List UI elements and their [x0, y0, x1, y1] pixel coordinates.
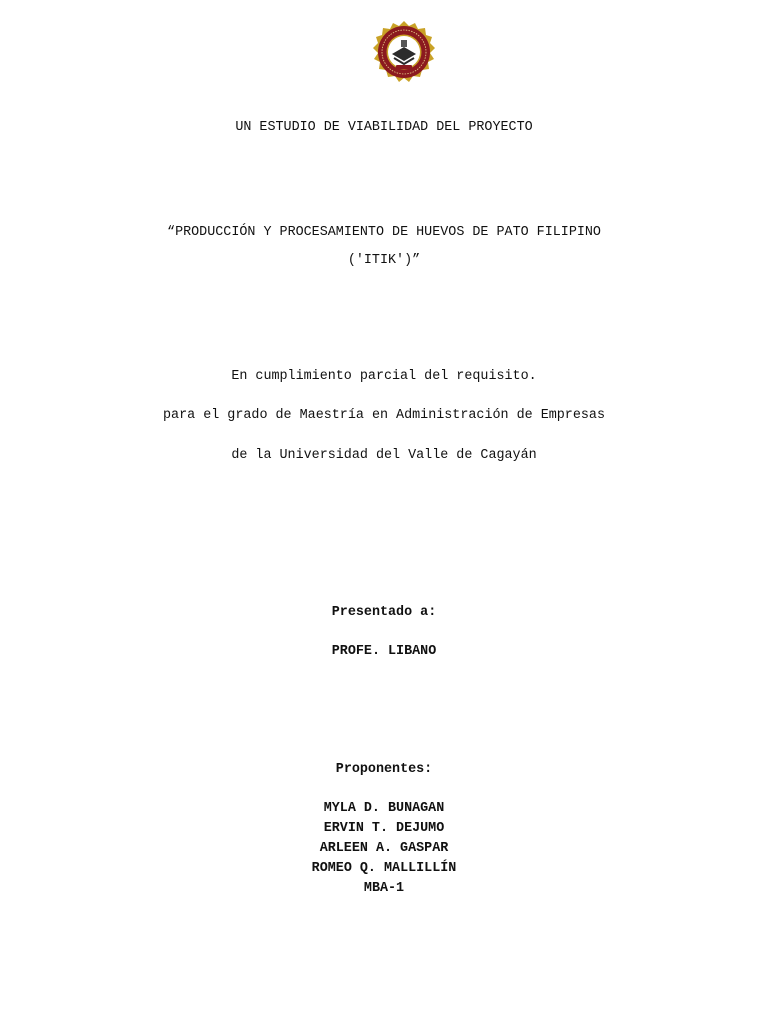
university-seal-logo [372, 20, 436, 86]
presented-to-label: Presentado a: [331, 605, 437, 620]
requirement-line-3: de la Universidad del Valle de Cagayán [231, 448, 537, 463]
proponent-name: ROMEO Q. MALLILLÍN [311, 861, 457, 876]
program-label: MBA-1 [363, 881, 405, 896]
requirement-line-2: para el grado de Maestría en Administración de Empresas [163, 408, 605, 423]
proponent-name: ERVIN T. DEJUMO [323, 821, 445, 836]
proponent-name: MYLA D. BUNAGAN [323, 801, 445, 816]
project-title-line-2: ('ITIK')” [347, 253, 421, 268]
proponents-label: Proponentes: [335, 762, 433, 777]
project-title-line-1: “PRODUCCIÓN Y PROCESAMIENTO DE HUEVOS DE PATO FILIPINO [167, 225, 601, 240]
presented-to-name: PROFE. LIBANO [331, 644, 437, 659]
proponent-name: ARLEEN A. GASPAR [319, 841, 449, 856]
requirement-line-1: En cumplimiento parcial del requisito. [231, 369, 537, 384]
document-heading: UN ESTUDIO DE VIABILIDAD DEL PROYECTO [235, 120, 533, 135]
